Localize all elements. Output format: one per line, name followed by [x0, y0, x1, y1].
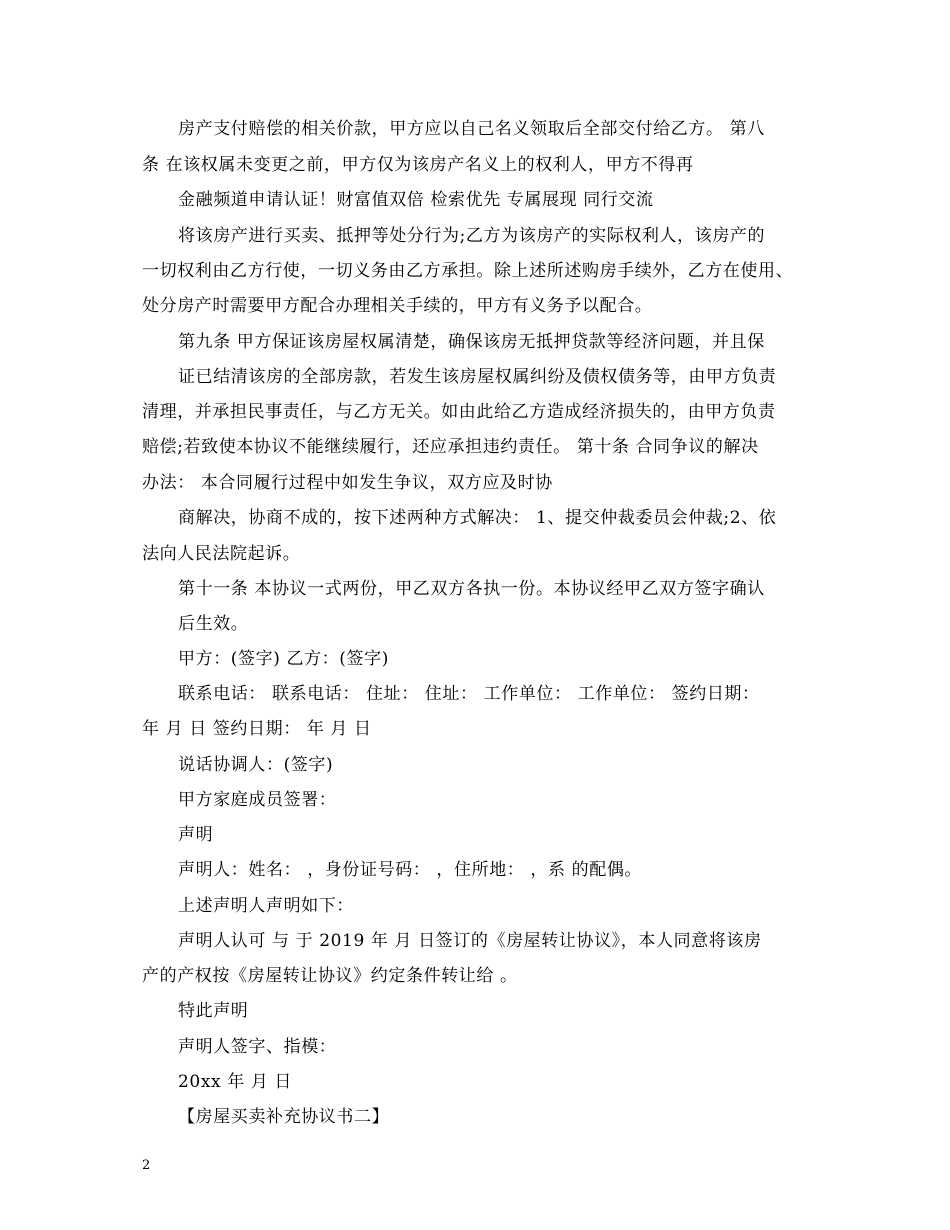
page-number: 2 [142, 1158, 151, 1173]
promo-line: 金融频道申请认证！财富值双倍 检索优先 专属展现 同行交流 [178, 190, 654, 210]
declarant-info-line: 声明人：姓名： ，身份证号码： ，住所地： ，系 的配偶。 [178, 860, 643, 880]
contact-info-line: 联系电话： 联系电话： 住址： 住址： 工作单位： 工作单位： 签约日期： [178, 684, 760, 704]
section-heading: 【房屋买卖补充协议书二】 [178, 1107, 390, 1127]
paragraph-line: 处分房产时需要甲方配合办理相关手续的，甲方有义务予以配合。 [142, 296, 653, 316]
mediator-signature-line: 说话协调人：(签字) [178, 755, 334, 775]
article-eleven-line: 第十一条 本协议一式两份，甲乙双方各执一份。本协议经甲乙双方签字确认 [178, 579, 765, 599]
paragraph-line: 证已结清该房的全部房款，若发生该房屋权属纠纷及债权债务等，由甲方负责 [178, 367, 777, 387]
paragraph-line: 特此声明 [178, 1001, 249, 1021]
paragraph-line: 上述声明人声明如下： [178, 896, 354, 916]
paragraph-line: 清理，并承担民事责任，与乙方无关。如由此给乙方造成经济损失的，由甲方负责 [142, 402, 776, 422]
declaration-heading: 声明 [178, 825, 214, 845]
paragraph-line: 法向人民法院起诉。 [142, 544, 301, 564]
signature-line: 甲方：(签字) 乙方：(签字) [178, 649, 389, 669]
paragraph-line: 产的产权按《房屋转让协议》约定条件转让给 。 [142, 966, 518, 986]
paragraph-line: 房产支付赔偿的相关价款，甲方应以自己名义领取后全部交付给乙方。 第八 [178, 119, 765, 139]
paragraph-line: 声明人认可 与 于 2019 年 月 日签订的《房屋转让协议》，本人同意将该房 [178, 931, 762, 951]
article-nine-line: 第九条 甲方保证该房屋权属清楚，确保该房无抵押贷款等经济问题，并且保 [178, 332, 765, 352]
paragraph-line: 条 在该权属未变更之前，甲方仅为该房产名义上的权利人，甲方不得再 [142, 155, 694, 175]
declarant-signature-line: 声明人签字、指模： [178, 1037, 337, 1057]
paragraph-line: 将该房产进行买卖、抵押等处分行为;乙方为该房产的实际权利人，该房产的 [178, 226, 766, 246]
paragraph-line: 后生效。 [178, 614, 249, 634]
paragraph-line: 一切权利由乙方行使，一切义务由乙方承担。除上述所述购房手续外，乙方在使用、 [142, 261, 794, 281]
date-line: 20xx 年 月 日 [178, 1072, 293, 1092]
paragraph-line: 商解决，协商不成的，按下述两种方式解决： 1、提交仲裁委员会仲裁;2、依 [178, 508, 777, 528]
family-signature-line: 甲方家庭成员签署： [178, 790, 337, 810]
paragraph-line: 赔偿;若致使本协议不能继续履行，还应承担违约责任。 第十条 合同争议的解决 [142, 437, 759, 457]
date-line: 年 月 日 签约日期： 年 月 日 [142, 719, 372, 739]
paragraph-line: 办法： 本合同履行过程中如发生争议，双方应及时协 [142, 473, 553, 493]
